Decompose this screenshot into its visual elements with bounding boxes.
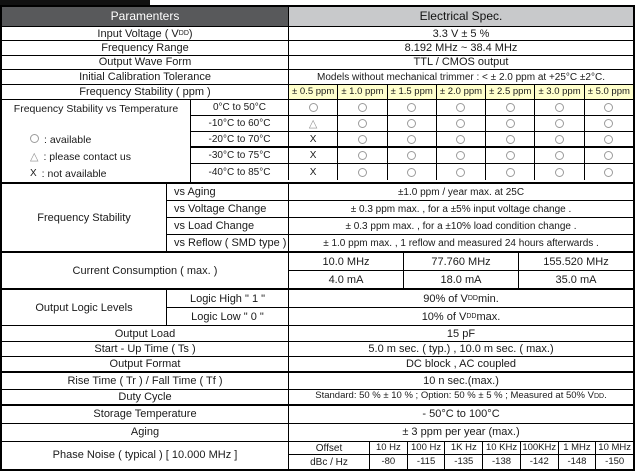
- phase-offset-cell: 1K Hz: [445, 442, 483, 454]
- frequency-range-value: 8.192 MHz ~ 38.4 MHz: [404, 41, 518, 54]
- parameters-column-header: Paramenters: [2, 7, 289, 26]
- availability-cell: [585, 148, 633, 163]
- availability-cell: [338, 100, 387, 115]
- row-output-wave-form: [2, 56, 633, 70]
- phase-value-cell: -80: [370, 455, 408, 469]
- input-voltage-label-text: Input Voltage ( V: [97, 27, 179, 40]
- output-load-value: 15 pF: [446, 327, 476, 340]
- row-aging: [2, 424, 633, 442]
- temp-row-m40-85: [191, 164, 633, 180]
- phase-value-cell: -138: [483, 455, 521, 469]
- phase-noise-label: Phase Noise ( typical ) [ 10.000 MHz ]: [2, 442, 289, 469]
- availability-cell: [338, 164, 387, 180]
- startup-time-label: Start - Up Time ( Ts ): [2, 342, 289, 356]
- phase-noise-offset-row: [289, 442, 633, 455]
- row-frequency-stability-ppm: [2, 85, 633, 100]
- storage-temperature-value: - 50°C to 100°C: [422, 408, 500, 421]
- availability-cell: [388, 164, 437, 180]
- vs-load-change-label: vs Load Change: [167, 218, 289, 234]
- temp-stability-section: [2, 100, 633, 184]
- temp-range-label: -40°C to 85°C: [191, 164, 289, 180]
- output-format-label: Output Format: [2, 357, 289, 371]
- temp-row-m20-70: [191, 132, 633, 148]
- spec-table: [0, 5, 635, 471]
- phase-value-cell: -142: [521, 455, 559, 469]
- duty-cycle-value-text: Standard: 50 % ± 10 % ; Option: 50 % ± 5 % ; Measured at 50% V: [315, 390, 594, 402]
- row-duty-cycle: [2, 390, 633, 406]
- availability-cell: [486, 116, 535, 131]
- legend-contact-text: : please contact us: [43, 150, 132, 163]
- availability-cell: [585, 116, 633, 131]
- legend-item-available: [2, 131, 190, 148]
- current-freq-cell: 155.520 MHz: [543, 255, 609, 268]
- vs-aging-value: ±1.0 ppm / year max. at 25C: [397, 186, 525, 198]
- temp-row-m30-75: [191, 148, 633, 164]
- vdd-subscript: DD: [593, 393, 605, 401]
- availability-cell: [535, 148, 584, 163]
- phase-noise-offset-label: Offset: [289, 442, 370, 454]
- legend-item-not-available: [2, 165, 190, 182]
- table-header-row: [2, 7, 633, 27]
- availability-cell: [388, 100, 437, 115]
- row-logic-low: [167, 308, 633, 325]
- ppm-option-cell: ± 3.0 ppm: [535, 85, 584, 99]
- availability-cell: [437, 132, 486, 146]
- availability-cell: [437, 116, 486, 131]
- availability-cell: [535, 100, 584, 115]
- logic-high-value-text: 90% of V: [423, 292, 468, 305]
- ppm-option-cell: ± 0.5 ppm: [289, 85, 338, 99]
- availability-cell: X: [289, 132, 338, 146]
- input-voltage-label-close: ): [188, 27, 193, 40]
- availability-cell: [486, 100, 535, 115]
- temp-row-0-50: [191, 100, 633, 116]
- row-startup-time: [2, 342, 633, 357]
- current-value-cell: 35.0 mA: [555, 273, 597, 286]
- legend-not-available-text: : not available: [41, 167, 107, 180]
- row-storage-temperature: [2, 406, 633, 424]
- legend-available-text: : available: [44, 133, 92, 146]
- ppm-option-cell: ± 1.5 ppm: [388, 85, 437, 99]
- vdd-subscript: DD: [467, 295, 478, 303]
- temp-stability-title: Frequency Stability vs Temperature: [13, 102, 179, 115]
- current-consumption-values: [289, 271, 633, 288]
- phase-value-cell: -148: [559, 455, 597, 469]
- triangle-icon: △: [30, 151, 39, 164]
- availability-cell: [535, 132, 584, 146]
- row-vs-voltage-change: [167, 201, 633, 218]
- phase-offset-cell: 10 KHz: [483, 442, 521, 454]
- availability-cell: [585, 164, 633, 180]
- current-consumption-section: [2, 253, 633, 290]
- logic-low-value-text: 10% of V: [421, 310, 467, 323]
- frequency-range-label: Frequency Range: [2, 41, 289, 54]
- vs-reflow-label: vs Reflow ( SMD type ): [167, 235, 289, 251]
- output-format-value: DC block , AC coupled: [405, 358, 517, 371]
- availability-cell: [585, 100, 633, 115]
- logic-high-value: [289, 290, 633, 307]
- temp-range-label: 0°C to 50°C: [191, 100, 289, 115]
- circle-icon: [30, 134, 39, 146]
- logic-high-value-suffix: min.: [477, 292, 499, 305]
- availability-cell: [338, 148, 387, 163]
- availability-cell: [338, 132, 387, 146]
- phase-noise-rows: [289, 442, 633, 469]
- availability-cell: [437, 164, 486, 180]
- row-vs-reflow: [167, 235, 633, 251]
- output-logic-rows: [167, 290, 633, 325]
- vs-reflow-value: ± 1.0 ppm max. , 1 reflow and measured 24 hours afterwards .: [323, 237, 599, 249]
- availability-cell: [338, 116, 387, 131]
- current-freq-cell: 77.760 MHz: [404, 253, 519, 270]
- current-value-cell: 4.0 mA: [289, 271, 404, 288]
- availability-cell: [289, 100, 338, 115]
- output-load-label: Output Load: [2, 326, 289, 340]
- logic-low-value-suffix: max.: [476, 310, 501, 323]
- availability-cell: [535, 116, 584, 131]
- phase-noise-section: [2, 442, 633, 469]
- initial-calibration-label: Initial Calibration Tolerance: [2, 70, 289, 84]
- availability-cell: [535, 164, 584, 180]
- current-value-cell: 18.0 mA: [404, 271, 519, 288]
- row-vs-aging: [167, 184, 633, 201]
- input-voltage-value: 3.3 V ± 5 %: [432, 27, 490, 40]
- rise-fall-time-label: Rise Time ( Tr ) / Fall Time ( Tf ): [2, 373, 289, 388]
- phase-offset-cell: 10 Hz: [370, 442, 408, 454]
- row-output-format: [2, 357, 633, 373]
- availability-cell: X: [289, 148, 338, 163]
- vs-voltage-change-label: vs Voltage Change: [167, 201, 289, 217]
- row-initial-calibration: [2, 70, 633, 85]
- phase-value-cell: -115: [408, 455, 446, 469]
- input-voltage-label: [2, 27, 289, 40]
- duty-cycle-value: [289, 390, 633, 404]
- ppm-option-cell: ± 5.0 ppm: [585, 85, 633, 99]
- phase-noise-unit-label: dBc / Hz: [289, 455, 370, 469]
- row-logic-high: [167, 290, 633, 308]
- row-output-load: [2, 326, 633, 341]
- aging-value: ± 3 ppm per year (max.): [402, 426, 520, 439]
- row-vs-load-change: [167, 218, 633, 235]
- legend-gap: [2, 117, 190, 131]
- vs-voltage-change-value: ± 0.3 ppm max. , for a ±5% input voltage change .: [350, 203, 572, 215]
- vs-load-change-value: ± 0.3 ppm max. , for a ±10% load condition change .: [345, 220, 577, 232]
- availability-cell: X: [289, 164, 338, 180]
- current-freq-cell: 10.0 MHz: [289, 253, 404, 270]
- frequency-stability-ppm-label: Frequency Stability ( ppm ): [2, 85, 289, 99]
- temp-range-label: -10°C to 60°C: [191, 116, 289, 131]
- availability-cell: △: [289, 116, 338, 131]
- row-rise-fall-time: [2, 373, 633, 389]
- vdd-subscript: DD: [178, 30, 189, 38]
- duty-cycle-label: Duty Cycle: [2, 390, 289, 404]
- phase-offset-cell: 1 MHz: [559, 442, 597, 454]
- temp-row-m10-60: [191, 116, 633, 132]
- aging-label: Aging: [2, 424, 289, 441]
- phase-value-cell: -135: [445, 455, 483, 469]
- logic-low-value: [289, 308, 633, 325]
- logic-high-label: Logic High " 1 ": [167, 290, 289, 307]
- phase-noise-values-row: [289, 455, 633, 469]
- ppm-option-cell: ± 1.0 ppm: [338, 85, 387, 99]
- vs-aging-label: vs Aging: [167, 184, 289, 200]
- availability-cell: [585, 132, 633, 146]
- availability-cell: [388, 116, 437, 131]
- storage-temperature-label: Storage Temperature: [2, 406, 289, 423]
- temp-range-label: -30°C to 75°C: [191, 148, 289, 163]
- ppm-option-cell: ± 2.0 ppm: [437, 85, 486, 99]
- vdd-subscript: DD: [466, 313, 477, 321]
- availability-cell: [486, 148, 535, 163]
- phase-offset-cell: 100KHz: [521, 442, 559, 454]
- electrical-spec-column-header: Electrical Spec.: [289, 7, 633, 26]
- duty-cycle-value-suffix: .: [604, 390, 607, 402]
- temp-stability-legend: [2, 100, 191, 182]
- phase-offset-cell: 10 MHz: [598, 442, 632, 453]
- availability-cell: [388, 148, 437, 163]
- current-consumption-rows: [289, 253, 633, 288]
- current-consumption-frequencies: [289, 253, 633, 271]
- availability-cell: [486, 164, 535, 180]
- legend-item-contact: [2, 148, 190, 165]
- x-icon: X: [30, 168, 37, 180]
- output-wave-form-label: Output Wave Form: [2, 56, 289, 69]
- initial-calibration-value: Models without mechanical trimmer : < ± 2.0 ppm at +25°C ±2°C.: [317, 71, 605, 83]
- rise-fall-time-value: 10 n sec.(max.): [423, 374, 499, 387]
- availability-cell: [437, 100, 486, 115]
- availability-cell: [486, 132, 535, 146]
- current-consumption-label: Current Consumption ( max. ): [2, 253, 289, 288]
- output-logic-label: Output Logic Levels: [2, 290, 167, 325]
- logic-low-label: Logic Low " 0 ": [167, 308, 289, 325]
- row-input-voltage: [2, 27, 633, 41]
- frequency-stability-section: [2, 184, 633, 253]
- output-logic-section: [2, 290, 633, 326]
- temp-rows: [191, 100, 633, 182]
- row-frequency-range: [2, 41, 633, 55]
- phase-value-cell: -150: [605, 455, 625, 467]
- startup-time-value: 5.0 m sec. ( typ.) , 10.0 m sec. ( max.): [368, 342, 554, 355]
- availability-cell: [388, 132, 437, 146]
- availability-cell: [437, 148, 486, 163]
- frequency-stability-title: Frequency Stability: [2, 184, 167, 251]
- ppm-option-cell: ± 2.5 ppm: [486, 85, 535, 99]
- frequency-stability-rows: [167, 184, 633, 251]
- temp-range-label: -20°C to 70°C: [191, 132, 289, 146]
- output-wave-form-value: TTL / CMOS output: [413, 56, 509, 69]
- phase-offset-cell: 100 Hz: [408, 442, 446, 454]
